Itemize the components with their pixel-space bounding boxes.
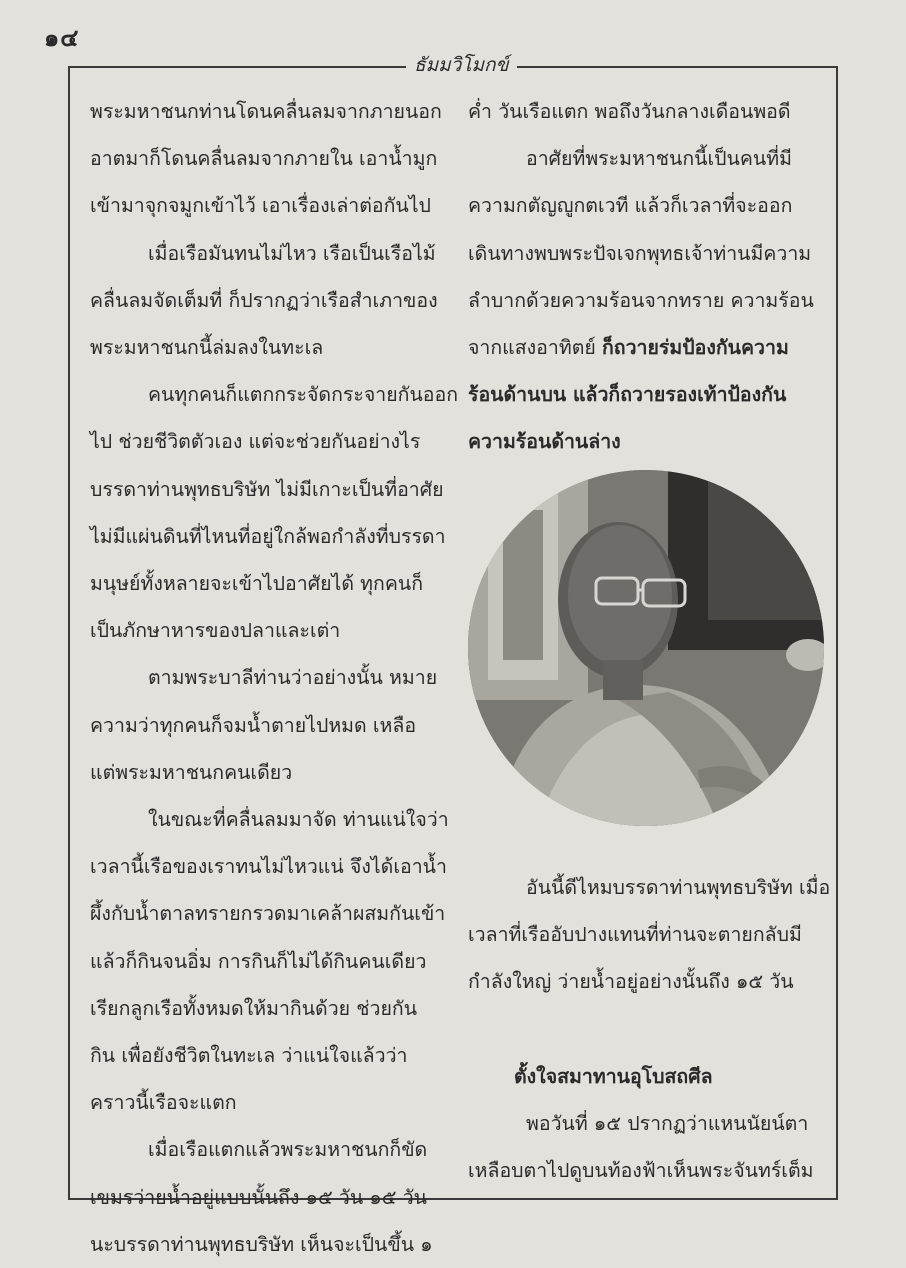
text-line: นะบรรดาท่านพุทธบริษัท เห็นจะเป็นขึ้น ๑ xyxy=(90,1232,433,1256)
text-line: คลื่นลมจัดเต็มที่ ก็ปรากฏว่าเรือสำเภาของ xyxy=(90,288,438,312)
text-line: เข้ามาจุกจมูกเข้าไว้ เอาเรื่องเล่าต่อกันไป xyxy=(90,194,431,218)
text-line: ความว่าทุกคนก็จมน้ำตายไปหมด เหลือ xyxy=(90,713,417,737)
text-line: อาศัยที่พระมหาชนกนี้เป็นคนที่มี xyxy=(526,147,792,171)
text-line: กิน เพื่อยังชีวิตในทะเล ว่าแน่ใจแล้วว่า xyxy=(90,1044,408,1068)
text-line: เมื่อเรือมันทนไม่ไหว เรือเป็นเรือไม้ xyxy=(148,241,436,265)
text-span: จากแสงอาทิตย์ xyxy=(468,336,596,360)
running-header: ธัมมวิโมกข์ xyxy=(406,50,517,80)
text-line: คนทุกคนก็แตกกระจัดกระจายกันออก xyxy=(148,383,459,407)
text-line: พระมหาชนกท่านโดนคลื่นลมจากภายนอก xyxy=(90,100,442,123)
left-column xyxy=(90,88,459,1268)
text-line: ไป ช่วยชีวิตตัวเอง แต่จะช่วยกันอย่างไร xyxy=(90,430,421,454)
text-line: ผึ้งกับน้ำตาลทรายกรวดมาเคล้าผสมกันเข้า xyxy=(90,902,446,926)
text-line: เขมรว่ายน้ำอยู่แบบนั้นถึง ๑๕ วัน ๑๕ วัน xyxy=(90,1185,428,1209)
text-line: แต่พระมหาชนกคนเดียว xyxy=(90,760,293,784)
text-line: ในขณะที่คลื่นลมมาจัด ท่านแน่ใจว่า xyxy=(148,808,449,832)
text-line: มนุษย์ทั้งหลายจะเข้าไปอาศัยได้ ทุกคนก็ xyxy=(90,572,424,596)
text-line: เรียกลูกเรือทั้งหมดให้มากินด้วย ช่วยกัน xyxy=(90,996,418,1020)
right-column-bottom xyxy=(468,864,831,1194)
page-number: ๑๔ xyxy=(44,24,80,52)
text-line: อันนี้ดีไหมบรรดาท่านพุทธบริษัท เมื่อ xyxy=(526,876,831,899)
monk-photo xyxy=(468,470,824,826)
right-column-top xyxy=(468,88,828,466)
bold-text: ก็ถวายร่มป้องกันความ xyxy=(601,336,789,360)
text-line: เป็นภักษาหารของปลาและเต่า xyxy=(90,619,341,643)
text-line: กำลังใหญ่ ว่ายน้ำอยู่อย่างนั้นถึง ๑๕ วัน xyxy=(468,970,794,994)
text-line: เดินทางพบพระปัจเจกพุทธเจ้าท่านมีความ xyxy=(468,241,812,265)
text-line xyxy=(468,324,828,371)
text-line: คราวนี้เรือจะแตก xyxy=(90,1091,237,1115)
text-line: ค่ำ วันเรือแตก พอถึงวันกลางเดือนพอดี xyxy=(468,100,791,123)
section-heading: ตั้งใจสมาทานอุโบสถศีล xyxy=(514,1064,713,1088)
text-line: ความกตัญญูกตเวที แล้วก็เวลาที่จะออก xyxy=(468,194,793,218)
text-line: พอวันที่ ๑๕ ปรากฏว่าแหนนัยน์ตา xyxy=(526,1111,809,1135)
bold-text-line: ร้อนด้านบน แล้วก็ถวายรองเท้าป้องกัน xyxy=(468,383,787,407)
text-line: บรรดาท่านพุทธบริษัท ไม่มีเกาะเป็นที่อาศัย xyxy=(90,477,444,501)
text-line: เมื่อเรือแตกแล้วพระมหาชนกก็ขัด xyxy=(148,1138,428,1162)
text-line: เวลานี้เรือของเราทนไม่ไหวแน่ จึงได้เอาน้ำ xyxy=(90,855,447,879)
text-line: ลำบากด้วยความร้อนจากทราย ความร้อน xyxy=(468,288,814,312)
text-line: พระมหาชนกนี้ล่มลงในทะเล xyxy=(90,336,324,360)
text-line: ไม่มีแผ่นดินที่ไหนที่อยู่ใกล้พอกำลังที่บรรดา xyxy=(90,524,446,548)
bold-text-line: ความร้อนด้านล่าง xyxy=(468,430,621,454)
text-line: ตามพระบาลีท่านว่าอย่างนั้น หมาย xyxy=(148,666,438,690)
text-line: อาตมาก็โดนคลื่นลมจากภายใน เอาน้ำมูก xyxy=(90,147,438,171)
text-line: เวลาที่เรืออับปางแทนที่ท่านจะตายกลับมี xyxy=(468,923,802,947)
text-line: แล้วก็กินจนอิ่ม การกินก็ไม่ได้กินคนเดียว xyxy=(90,949,427,973)
text-line: เหลือบตาไปดูบนท้องฟ้าเห็นพระจันทร์เต็ม xyxy=(468,1159,814,1183)
monk-portrait-image xyxy=(468,470,824,826)
